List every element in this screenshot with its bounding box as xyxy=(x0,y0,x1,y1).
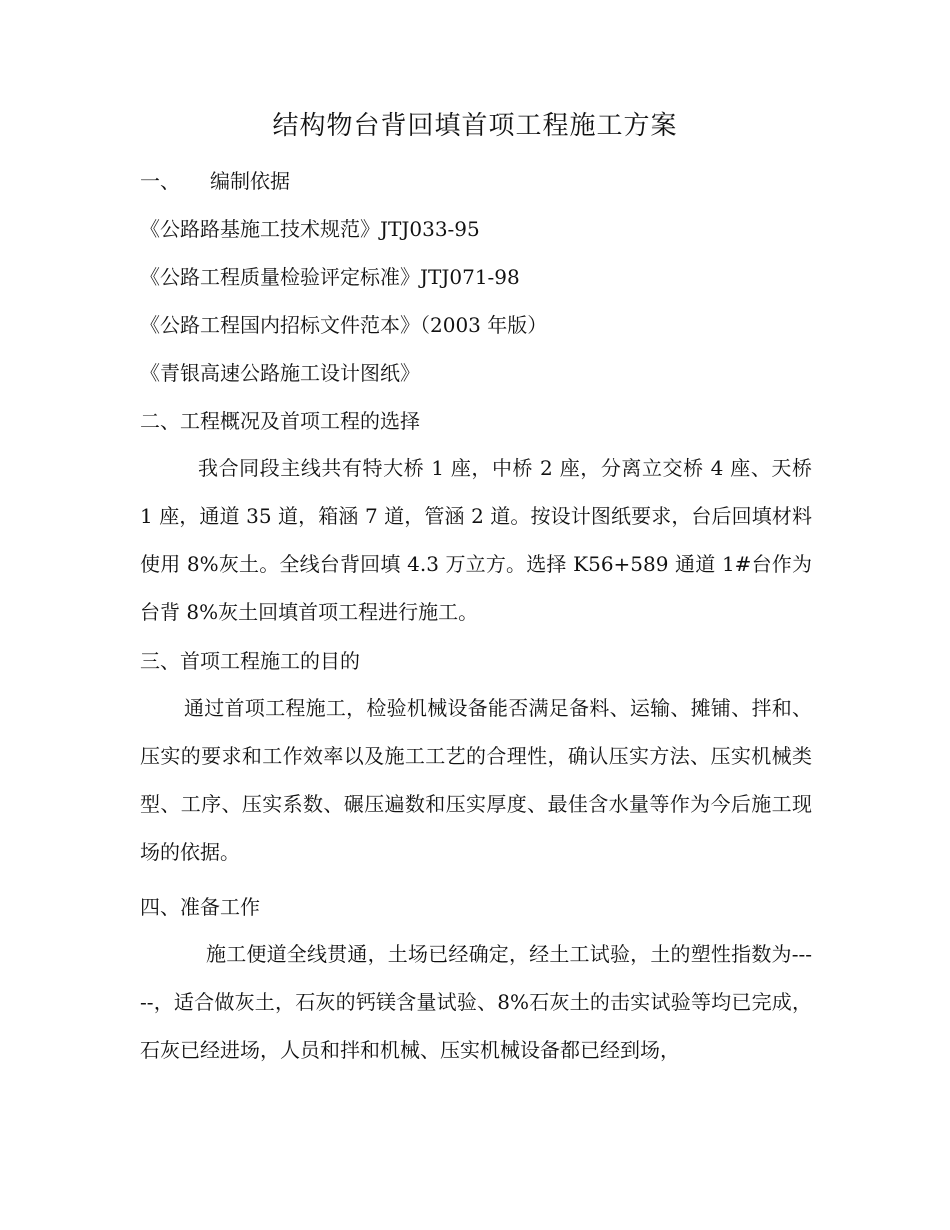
section-2-paragraph: 我合同段主线共有特大桥 1 座，中桥 2 座，分离立交桥 4 座、天桥 1 座，通道 35 道，箱涵 7 道，管涵 2 道。按设计图纸要求，台后回填材料使用 8%灰土。全线台背回填 4.3 万立方。选择 K56+589 通道 1#台作为台背 8%灰土回填首项工程进行施工。 xyxy=(140,456,812,624)
section-3-heading: 三、首项工程施工的目的 xyxy=(140,649,360,673)
reference-item: 《公路工程国内招标文件范本》（2003 年版） xyxy=(140,313,548,337)
section-3-paragraph: 通过首项工程施工，检验机械设备能否满足备料、运输、摊铺、拌和、压实的要求和工作效率以及施工工艺的合理性，确认压实方法、压实机械类型、工序、压实系数、碾压遍数和压实厚度、最佳含水量等作为今后施工现场的依据。 xyxy=(140,696,812,864)
section-1-heading xyxy=(140,166,290,196)
section-1-title: 编制依据 xyxy=(210,169,290,193)
reference-item: 《公路路基施工技术规范》JTJ033-95 xyxy=(140,217,480,241)
section-2-heading: 二、工程概况及首项工程的选择 xyxy=(140,409,420,433)
reference-item: 《青银高速公路施工设计图纸》 xyxy=(140,361,420,385)
document-title: 结构物台背回填首项工程施工方案 xyxy=(272,111,678,141)
section-4-heading: 四、准备工作 xyxy=(140,895,260,919)
section-4-paragraph: 施工便道全线贯通，土场已经确定，经土工试验，土的塑性指数为-----，适合做灰土，石灰的钙镁含量试验、8%石灰土的击实试验等均已完成，石灰已经进场，人员和拌和机械、压实机械设备都已经到场， xyxy=(140,942,812,1062)
reference-item: 《公路工程质量检验评定标准》JTJ071-98 xyxy=(140,265,520,289)
section-1-number: 一、 xyxy=(140,169,180,193)
